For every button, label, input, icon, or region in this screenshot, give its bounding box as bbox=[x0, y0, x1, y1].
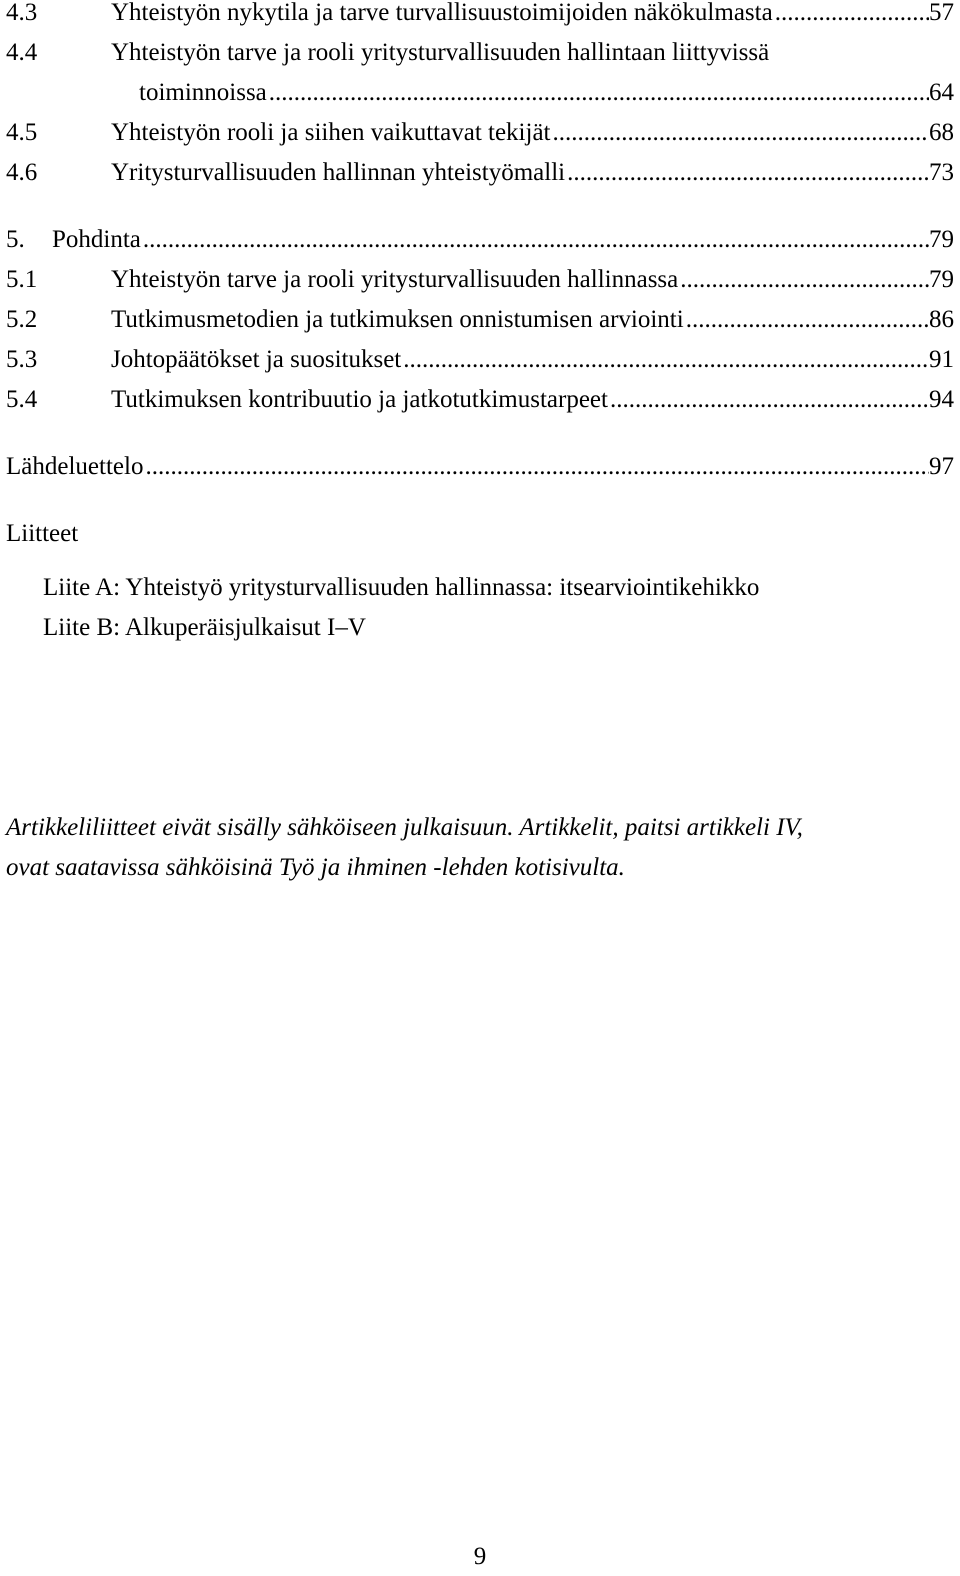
toc-entry-page: 79 bbox=[929, 227, 954, 253]
toc-entry-title: Pohdinta bbox=[52, 227, 141, 253]
toc-entry bbox=[6, 307, 954, 337]
toc-entry-title: Yhteistyön tarve ja rooli yritysturvallisuuden hallinnassa bbox=[111, 267, 679, 293]
toc-entry-number: 5.4 bbox=[6, 387, 38, 413]
toc-entry-page: 91 bbox=[929, 347, 954, 373]
toc-entry bbox=[6, 160, 954, 190]
toc-leader-dots bbox=[143, 454, 929, 479]
toc-entry-number: 4.5 bbox=[6, 120, 38, 146]
appendix-item: Liite B: Alkuperäisjulkaisut I–V bbox=[43, 614, 366, 641]
toc-entry-title: Yritysturvallisuuden hallinnan yhteistyömalli bbox=[111, 160, 566, 186]
toc-entry-number: 5.2 bbox=[6, 307, 38, 333]
toc-entry-page: 94 bbox=[929, 387, 954, 413]
toc-entry-title: Tutkimusmetodien ja tutkimuksen onnistumisen arviointi bbox=[111, 307, 684, 333]
toc-entry-number: 5. bbox=[6, 227, 25, 253]
toc-entry bbox=[6, 227, 954, 257]
toc-leader-dots bbox=[684, 307, 929, 332]
toc-leader-dots bbox=[608, 387, 929, 412]
toc-entry-number: 4.4 bbox=[6, 39, 38, 66]
toc-entry-title: Lähdeluettelo bbox=[6, 454, 144, 480]
toc-entry bbox=[6, 267, 954, 297]
toc-entry-continuation bbox=[139, 80, 954, 110]
appendix-item: Liite A: Yhteistyö yritysturvallisuuden hallinnassa: itsearviointikehikko bbox=[43, 574, 760, 601]
toc-entry-number: 5.3 bbox=[6, 347, 38, 373]
toc-entry-page: 64 bbox=[929, 80, 954, 106]
toc-entry bbox=[6, 454, 954, 484]
toc-entry bbox=[6, 347, 954, 377]
toc-entry-number: 4.6 bbox=[6, 160, 38, 186]
publication-note: Artikkeliliitteet eivät sisälly sähköiseen julkaisuun. Artikkelit, paitsi artikkeli IV, bbox=[6, 814, 803, 841]
toc-entry bbox=[6, 120, 954, 150]
toc-entry bbox=[6, 0, 954, 30]
toc-entry-title: Yhteistyön nykytila ja tarve turvallisuustoimijoiden näkökulmasta bbox=[111, 0, 773, 26]
toc-leader-dots bbox=[401, 347, 929, 372]
toc-entry-page: 73 bbox=[929, 160, 954, 186]
toc-entry-title: Tutkimuksen kontribuutio ja jatkotutkimustarpeet bbox=[111, 387, 608, 413]
toc-entry-page: 68 bbox=[929, 120, 954, 146]
toc-entry-title-continued: toiminnoissa bbox=[139, 80, 267, 106]
toc-entry bbox=[6, 40, 954, 70]
toc-leader-dots bbox=[678, 267, 929, 292]
toc-leader-dots bbox=[141, 227, 929, 252]
toc-leader-dots bbox=[565, 160, 929, 185]
toc-entry-title: Yhteistyön rooli ja siihen vaikuttavat tekijät bbox=[111, 120, 551, 146]
toc-entry-page: 86 bbox=[929, 307, 954, 333]
toc-entry-title: Yhteistyön tarve ja rooli yritysturvallisuuden hallintaan liittyvissä bbox=[111, 39, 770, 66]
toc-entry-page: 97 bbox=[929, 454, 954, 480]
toc-entry-title: Johtopäätökset ja suositukset bbox=[111, 347, 402, 373]
toc-entry bbox=[6, 387, 954, 417]
toc-leader-dots bbox=[267, 80, 929, 105]
toc-entry-page: 79 bbox=[929, 267, 954, 293]
page-number: 9 bbox=[473, 1543, 487, 1570]
toc-entry-number: 4.3 bbox=[6, 0, 38, 26]
appendices-heading: Liitteet bbox=[6, 520, 79, 547]
toc-leader-dots bbox=[773, 0, 929, 25]
publication-note: ovat saatavissa sähköisinä Työ ja ihminen -lehden kotisivulta. bbox=[6, 854, 625, 881]
toc-entry-number: 5.1 bbox=[6, 267, 38, 293]
toc-entry-page: 57 bbox=[929, 0, 954, 26]
toc-leader-dots bbox=[551, 120, 930, 145]
